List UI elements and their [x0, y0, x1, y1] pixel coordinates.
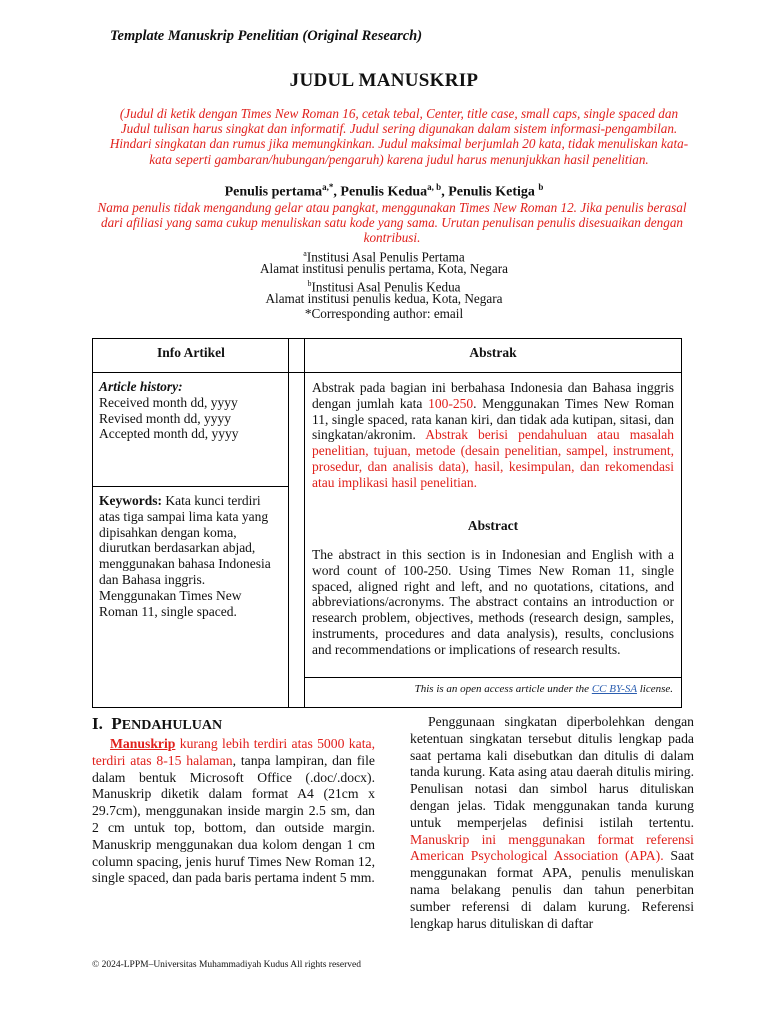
license-prefix: This is an open access article under the — [414, 683, 592, 695]
abstrak-word-count: 100-250 — [428, 395, 474, 411]
length-requirement: kurang lebih terdiri atas 5000 kata, terdiri atas 8-15 halaman — [92, 736, 375, 768]
affiliation-a-address: Alamat institusi penulis pertama, Kota, Negara — [260, 261, 508, 276]
abstrak-part2: . Menggunakan Times New Roman 11, single spaced, rata kanan kiri, dan tidak ada kutipan, sitasi, dan singkatan/akronim. — [312, 395, 674, 443]
keywords-text: Kata kunci terdiri atas tiga sampai lima kata yang dipisahkan dengan koma, diurutkan berdasarkan abjad, menggunakan bahasa Indonesia dan Bahasa inggris. Menggunakan Times New Roman 11, single spaced. — [99, 493, 271, 619]
section-number: I. — [92, 714, 103, 733]
abstrak-text — [312, 380, 674, 491]
author-first: Penulis pertama — [224, 184, 323, 200]
affil-b-sup: b — [307, 279, 312, 288]
affil-b-name: Institusi Asal Penulis Kedua — [311, 279, 461, 295]
corresponding-author: *Corresponding author: email — [304, 306, 464, 321]
abstrak-heading: Abstrak — [469, 345, 517, 360]
license-note — [415, 683, 673, 695]
left-column-text: , tanpa lampiran, dan file dalam bentuk Microsoft Office (.doc/.docx). Manuskrip diketik dalam format A4 (21cm x 29.7cm), menggunakan inside margin 2.5 sm, dan 2 cm untuk top, bottom, dan outside margin. Manuskrip menggunakan dua kolom dengan 1 cm column spacing, jenis huruf Times New Roman 12, single spaced, dan pada baris pertama indent 5 mm. — [92, 752, 375, 886]
title-instructions: (Judul di ketik dengan Times New Roman 16, cetak tebal, Center, title case, small caps, single spaced dan Judul tulisan harus singkat dan informatif. Judul sering digunakan dalam sistem informasi-pengambilan. Hindari singkatan dan rumus jika memungkinkan. Judul maksimal berjumlah 20 kata, tidak menuliskan kata-kata seperti gambaran/hubungan/pengaruh) karena judul harus menunjukkan hasil penelitian. — [109, 106, 689, 167]
cc-by-sa-link[interactable]: CC BY-SA — [591, 683, 637, 695]
keywords-label: Keywords: — [99, 493, 162, 508]
history-label: Article history: — [99, 379, 183, 394]
accepted-date: Accepted month dd, yyyy — [99, 426, 239, 442]
section-title-rest: ENDAHULUAN — [121, 718, 223, 733]
section-heading — [92, 714, 222, 734]
column-divider — [288, 339, 289, 707]
abstract-text: The abstract in this section is in Indonesian and English with a word count of 100-250. Using Times New Roman 11, single spaced, aligned right and left, and no quotations, citations, and abbreviations/acronyms. The abstract contains an introduction or research problem, objectives, methods (research design, samples, instruments, procedures and data analysis), results, conclusions and recommendations or implications of research results. — [312, 547, 674, 657]
author-sep: , — [441, 184, 449, 200]
right-column-paragraph — [410, 714, 694, 932]
revised-date: Revised month dd, yyyy — [99, 410, 231, 426]
manuskrip-lead: Manuskrip — [110, 736, 176, 751]
manuscript-title: JUDUL MANUSKRIP — [289, 70, 479, 91]
author-line — [0, 182, 768, 201]
copyright-footer: © 2024-LPPM–Universitas Muhammadiyah Kudus All rights reserved — [92, 960, 361, 970]
article-history — [99, 379, 285, 442]
article-info-box — [92, 338, 682, 708]
affil-a-sup: a — [303, 249, 307, 258]
author-second: Penulis Kedua — [340, 184, 428, 200]
apa-format-note: Manuskrip ini menggunakan format referensi American Psychological Association (APA). — [410, 831, 694, 864]
section-title-initial: P — [111, 714, 122, 733]
left-column-paragraph — [92, 736, 375, 887]
abstrak-part1: Abstrak pada bagian ini berbahasa Indonesia dan Bahasa inggris dengan jumlah kata — [312, 380, 674, 411]
author-first-affil: a,* — [322, 182, 334, 192]
abstrak-content-note: Abstrak berisi pendahuluan atau masalah penelitian, tujuan, metode (desain penelitian, sampel, instrument, prosedur, dan analisis data), hasil, kesimpulan, dan rekomendasi atau implikasi hasil penelitian. — [312, 427, 674, 490]
template-label: Template Manuskrip Penelitian (Original Research) — [110, 28, 423, 44]
affiliation-b-address: Alamat institusi penulis kedua, Kota, Negara — [265, 291, 503, 306]
keywords-block — [99, 493, 283, 619]
author-third: Penulis Ketiga — [448, 184, 535, 200]
info-divider — [93, 486, 289, 487]
right-column-text1: Penggunaan singkatan diperbolehkan dengan ketentuan singkatan tersebut ditulis lengkap pada saat pertama kali disebutkan dan ditulis di dalam tanda kurung. Kata asing atau daerah ditulis miring. Penulisan notasi dan simbol harus dituliskan dengan jelas. Tidak menggunakan tanda kurung untuk memperjelas definisi istilah tertentu. — [410, 714, 694, 830]
author-third-affil: b — [538, 182, 544, 192]
info-heading: Info Artikel — [157, 345, 225, 360]
license-suffix: license. — [636, 683, 673, 695]
received-date: Received month dd, yyyy — [99, 394, 238, 410]
right-column-text2: Saat menggunakan format APA, penulis menuliskan nama belakang penulis dan tahun penerbitan sumber referensi di dalam kurung. Referensi lengkap harus dituliskan di daftar — [410, 848, 694, 931]
affil-a-name: Institusi Asal Penulis Pertama — [306, 249, 465, 265]
abstract-heading: Abstract — [467, 518, 519, 533]
author-sep: , — [333, 184, 341, 200]
author-second-affil: a, b — [427, 182, 442, 192]
author-instructions: Nama penulis tidak mengandung gelar atau pangkat, menggunakan Times New Roman 12. Jika penulis berasal dari afiliasi yang sama cukup menuliskan satu kode yang sama. Urutan penulisan penulis disesuaikan dengan kontribusi. — [97, 200, 687, 246]
header-divider — [93, 372, 681, 373]
license-divider — [304, 677, 681, 678]
